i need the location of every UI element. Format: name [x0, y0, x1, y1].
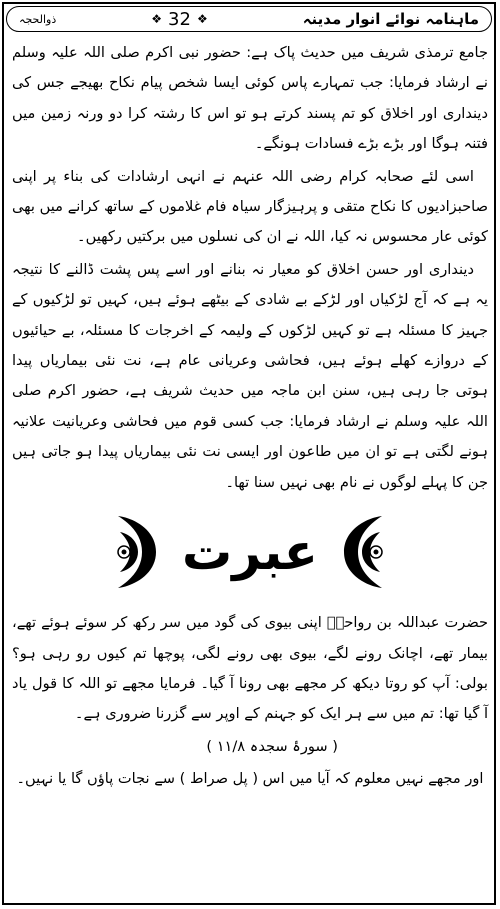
quran-reference: ( سورۂ سجدہ ۱۱/۸ ) [206, 737, 338, 755]
ornament-icon: ❖ [151, 12, 163, 26]
page-number: 32 [168, 8, 191, 30]
page-number-box [151, 9, 207, 30]
paragraph: دینداری اور حسن اخلاق کو معیار نہ بنانے اور اسے پس پشت ڈالنے کا نتیجہ یہ ہے کہ آج لڑکیاں اور لڑکے بے شادی کے بیٹھے ہوئے ہیں، کہیں تو لڑکیوں کے جہیز کا مسئلہ ہے تو کہیں لڑکوں کے ولیمہ کے اخرجات کا مسئلہ، بے حیائیوں کے دروازے کھلے ہوئے ہیں، فحاشی وعریانی عام ہے، نت نئی بیماریاں پیدا ہوتی جا رہی ہیں، سنن ابن ماجہ میں حدیث شریف ہے، حضور اکرم صلی اللہ علیہ وسلم نے ارشاد فرمایا: جب کسی قوم میں فحاشی وعریانیت علانیہ ہونے لگتی ہے تو ان میں طاعون اور ایسی نت نئی بیماریاں پیدا ہو جاتی ہیں جن کا پہلے لوگوں نے نام بھی نہیں سنا تھا۔ [12, 260, 488, 491]
month-label: ذوالحجہ [19, 12, 57, 26]
heading-text: عبرت [182, 523, 318, 582]
page-header [6, 6, 492, 32]
paragraph: جامع ترمذی شریف میں حدیث پاک ہے: حضور نبی اکرم صلی اللہ علیہ وسلم نے ارشاد فرمایا: جب تمہارے پاس کوئی ایسا شخص پیام نکاح بھیجے جس کی دینداری اور اخلاق کو تم پسند کرتے ہو تو اس کا رشتہ کرا دو ورنہ زمین میں فتنہ ہوگا اور بڑے بڑے فسادات ہونگے۔ [12, 44, 488, 153]
magazine-name: ماہنامہ نوائے انوار مدینہ [302, 10, 479, 28]
article-body [8, 38, 492, 902]
section-heading [12, 504, 488, 600]
ornament-icon: ❖ [196, 12, 208, 26]
right-flourish-icon [336, 512, 390, 592]
paragraph: حضرت عبداللہ بن رواحہؓ اپنی بیوی کی گود میں سر رکھ کر سوئے ہوئے تھے، بیمار تھے، اچانک رونے لگے، بیوی بھی رونے لگی، پوچھا تم کیوں رو رہی ہو؟ بولی: آپ کو روتا دیکھ کر مجھے بھی رونا آ گیا۔ فرمایا مجھے تو اللہ کا قول یاد آ گیا تھا: تم میں سے ہر ایک کو جہنم کے اوپر سے گزرنا ضروری ہے۔ [12, 614, 488, 723]
closing-line: اور مجھے نہیں معلوم کہ آیا میں اس ( پل صراط ) سے نجات پاؤں گا یا نہیں۔ [16, 770, 484, 788]
left-flourish-icon [110, 512, 164, 592]
paragraph: اسی لئے صحابہ کرام رضی اللہ عنہم نے انہی ارشادات کی بناء پر اپنی صاحبزادیوں کا نکاح متقی و پرہیزگار سیاہ فام غلاموں کے ساتھ کرانے میں بھی کوئی عار محسوس نہ کیا، اللہ نے ان کی نسلوں میں برکتیں رکھیں۔ [12, 167, 488, 246]
